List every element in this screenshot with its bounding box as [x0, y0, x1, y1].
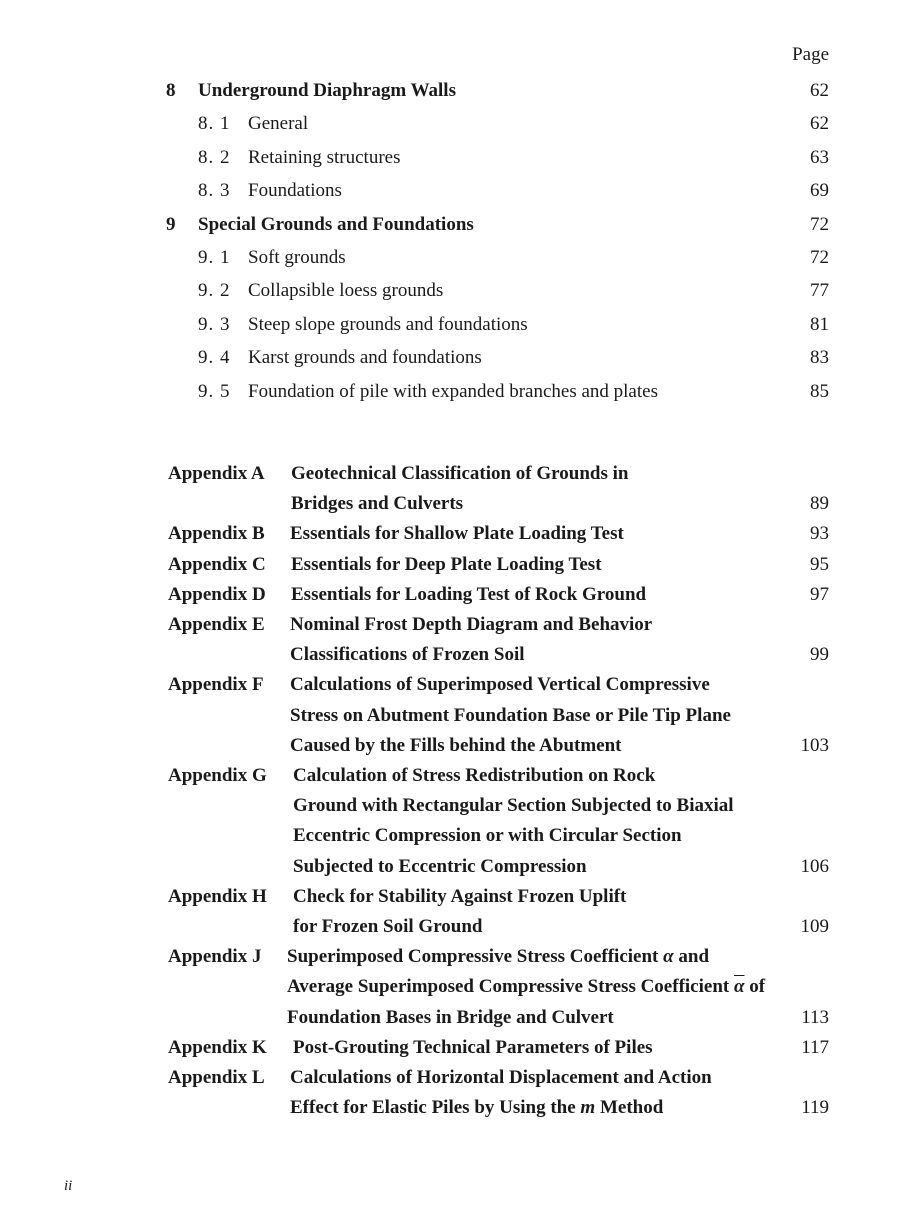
appendix-title-line: Foundation Bases in Bridge and Culvert — [287, 1006, 614, 1028]
page-number: 69 — [810, 180, 829, 202]
appendix-label: Appendix D — [168, 583, 266, 605]
chapter-title: Special Grounds and Foundations — [198, 213, 474, 235]
appendix-label: Appendix K — [168, 1036, 267, 1058]
page-number: 93 — [810, 523, 829, 545]
appendix-label: Appendix J — [168, 946, 262, 968]
page-number: 72 — [810, 213, 829, 235]
section-title: Collapsible loess grounds — [248, 280, 444, 302]
toc-appendix-h[interactable] — [0, 882, 900, 942]
toc-appendix-g[interactable] — [0, 761, 900, 882]
page-number: 119 — [801, 1097, 829, 1119]
page-number: 95 — [810, 553, 829, 575]
chapter-list — [0, 74, 900, 408]
appendix-label: Appendix E — [168, 613, 265, 635]
toc-appendix-e[interactable] — [0, 610, 900, 670]
appendix-title-line: Essentials for Shallow Plate Loading Test — [290, 523, 624, 545]
section-number: 8. 1 — [198, 113, 231, 135]
page-number: 113 — [801, 1006, 829, 1028]
appendix-title-line: Stress on Abutment Foundation Base or Pile Tip Plane — [290, 704, 731, 726]
appendix-title-line: Calculations of Horizontal Displacement and Action — [290, 1066, 712, 1088]
appendix-title-line: for Frozen Soil Ground — [293, 915, 483, 937]
appendix-title-line — [287, 942, 765, 972]
toc-appendix-a[interactable] — [0, 459, 900, 519]
toc-appendix-k[interactable] — [0, 1033, 900, 1063]
chapter-number: 8 — [166, 80, 176, 101]
page-number: 62 — [810, 80, 829, 101]
section-number: 9. 1 — [198, 246, 231, 268]
appendix-title-line: Calculations of Superimposed Vertical Compressive — [290, 674, 710, 696]
toc-section[interactable] — [0, 341, 900, 374]
section-number: 9. 5 — [198, 380, 231, 402]
appendix-title-line: Essentials for Loading Test of Rock Ground — [291, 583, 647, 605]
toc-section[interactable] — [0, 241, 900, 274]
toc-chapter-9[interactable] — [0, 208, 900, 241]
title-text: and — [678, 946, 710, 968]
chapter-number: 9 — [166, 213, 176, 235]
toc-section[interactable] — [0, 141, 900, 174]
toc-chapter-8[interactable] — [0, 74, 900, 107]
section-number: 9. 4 — [198, 347, 231, 369]
toc-appendix-d[interactable] — [0, 580, 900, 610]
appendix-label: Appendix B — [168, 523, 265, 545]
appendix-title-line: Caused by the Fills behind the Abutment — [290, 734, 622, 756]
appendix-title-line: Eccentric Compression or with Circular Section — [293, 825, 682, 847]
appendix-title-line: Check for Stability Against Frozen Uplift — [293, 885, 627, 907]
page-number: 85 — [810, 380, 829, 402]
title-text: Average Superimposed Compressive Stress Coefficient — [287, 976, 730, 998]
section-number: 8. 3 — [198, 180, 231, 202]
appendix-label: Appendix G — [168, 764, 267, 786]
appendix-title-line: Essentials for Deep Plate Loading Test — [291, 553, 602, 575]
section-title: Foundation of pile with expanded branches and plates — [248, 380, 658, 402]
page-number: 106 — [800, 855, 829, 877]
toc-section[interactable] — [0, 308, 900, 341]
appendix-title-line: Bridges and Culverts — [291, 493, 464, 515]
appendix-title-line: Classifications of Frozen Soil — [290, 644, 525, 666]
appendix-title-line: Post-Grouting Technical Parameters of Piles — [293, 1036, 653, 1058]
alpha-bar-symbol: $\overline{\alpha}$ — [733, 976, 745, 998]
toc-appendix-b[interactable] — [0, 519, 900, 549]
page-number: 89 — [810, 493, 829, 515]
appendix-label: Appendix A — [168, 463, 265, 484]
page-number: 99 — [810, 644, 829, 666]
page-number: 97 — [810, 583, 829, 605]
toc-section[interactable] — [0, 174, 900, 207]
appendix-label: Appendix L — [168, 1066, 265, 1088]
toc-appendix-c[interactable] — [0, 550, 900, 580]
page-number: 109 — [800, 915, 829, 937]
title-text: Method — [599, 1097, 664, 1119]
page-number: 62 — [810, 113, 829, 135]
page-number: 103 — [800, 734, 829, 756]
footer-page-number: ii — [64, 1178, 73, 1194]
page-number: 77 — [810, 280, 829, 302]
section-number: 9. 3 — [198, 313, 231, 335]
chapter-title: Underground Diaphragm Walls — [198, 80, 456, 101]
toc-section[interactable] — [0, 107, 900, 140]
title-text: of — [749, 976, 766, 998]
page-number: 72 — [810, 246, 829, 268]
toc-section[interactable] — [0, 375, 900, 408]
appendix-list — [0, 459, 900, 1123]
section-number: 8. 2 — [198, 146, 231, 168]
alpha-symbol: α — [663, 946, 674, 968]
appendix-title-line: Calculation of Stress Redistribution on Rock — [293, 764, 656, 786]
section-title: Soft grounds — [248, 246, 346, 268]
page-number: 63 — [810, 146, 829, 168]
appendix-label: Appendix F — [168, 674, 264, 696]
title-text: Effect for Elastic Piles by Using the — [290, 1097, 576, 1119]
section-number: 9. 2 — [198, 280, 231, 302]
m-variable: m — [580, 1097, 596, 1119]
appendix-title-line — [287, 972, 765, 1002]
page-number: 117 — [801, 1036, 829, 1058]
appendix-title-line: Ground with Rectangular Section Subjected to Biaxial — [293, 795, 734, 817]
section-title: Foundations — [248, 180, 342, 202]
appendix-title-line: Geotechnical Classification of Grounds in — [291, 463, 629, 484]
appendix-title-line: Nominal Frost Depth Diagram and Behavior — [290, 613, 653, 635]
section-title: Karst grounds and foundations — [248, 347, 482, 369]
page-label: Page — [792, 44, 829, 65]
section-title: Steep slope grounds and foundations — [248, 313, 528, 335]
toc-appendix-f[interactable] — [0, 670, 900, 761]
toc-section[interactable] — [0, 274, 900, 307]
appendix-title-line: Subjected to Eccentric Compression — [293, 855, 587, 877]
toc-appendix-j[interactable] — [0, 942, 900, 1033]
appendix-label: Appendix C — [168, 553, 266, 575]
section-title: General — [248, 113, 309, 135]
appendix-title-line — [290, 1093, 712, 1123]
title-text: Superimposed Compressive Stress Coefficient — [287, 946, 659, 968]
appendix-label: Appendix H — [168, 885, 267, 907]
section-title: Retaining structures — [248, 146, 401, 168]
toc-appendix-l[interactable] — [0, 1063, 900, 1123]
page-number: 83 — [810, 347, 829, 369]
page-number: 81 — [810, 313, 829, 335]
